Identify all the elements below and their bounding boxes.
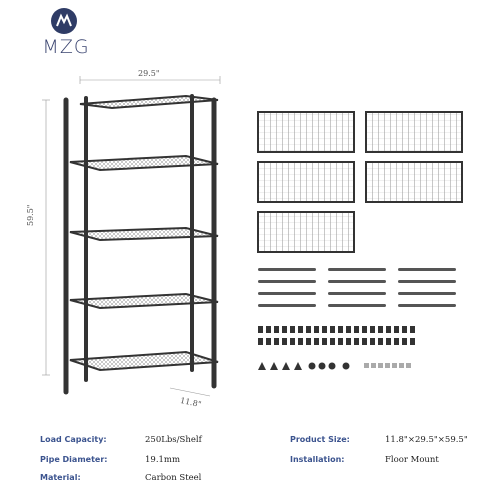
pipe-diameter-label: Pipe Diameter: (40, 455, 108, 464)
product-size-label: Product Size: (290, 435, 350, 444)
width-dimension-label: 29.5" (138, 69, 160, 78)
hardware (258, 362, 411, 370)
installation-value: Floor Mount (385, 455, 439, 465)
material-label: Material: (40, 473, 81, 482)
height-dimension-label: 59.5" (26, 204, 35, 226)
load-capacity-value: 250Lbs/Shelf (145, 435, 202, 445)
shelf-tiers (70, 96, 218, 370)
pipe-diameter-value: 19.1mm (145, 455, 181, 465)
poles (258, 268, 456, 307)
material-value: Carbon Steel (145, 473, 202, 483)
load-capacity-label: Load Capacity: (40, 435, 107, 444)
clips (258, 326, 415, 345)
installation-label: Installation: (290, 455, 345, 464)
shelf-posts (66, 96, 214, 392)
shelf-panels (258, 112, 462, 252)
logo-text: MZG (42, 36, 90, 58)
depth-dimension-label: 11.8" (179, 395, 203, 410)
product-size-value: 11.8"×29.5"×59.5" (385, 435, 468, 445)
